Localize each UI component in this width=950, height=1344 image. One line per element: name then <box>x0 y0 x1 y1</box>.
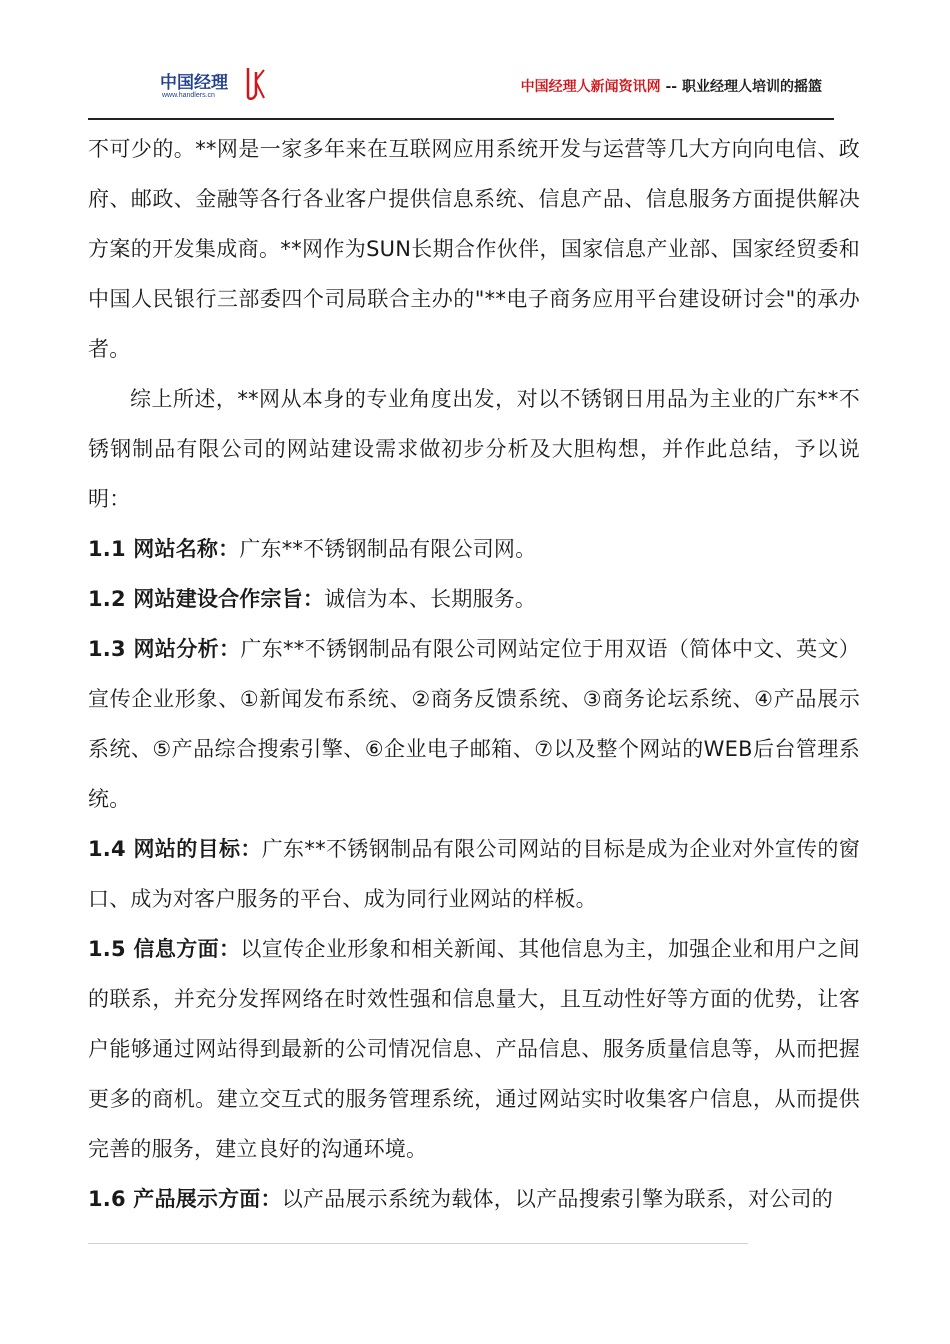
section-label: 1.2 网站建设合作宗旨： <box>88 587 325 611</box>
slogan-separator: -- <box>660 79 682 95</box>
section-1-1 <box>88 524 860 574</box>
section-text: 诚信为本、长期服务。 <box>324 587 537 611</box>
slogan-site-name: 中国经理人新闻资讯网 <box>520 79 661 95</box>
header-divider <box>88 118 834 120</box>
section-text: 广东**不锈钢制品有限公司网站的目标是成为企业对外宣传的窗口、成为对客户服务的平台、成为同行业网站的样板。 <box>88 837 860 911</box>
section-1-6 <box>88 1174 860 1224</box>
page-header <box>88 60 834 118</box>
section-text: 以宣传企业形象和相关新闻、其他信息为主，加强企业和用户之间的联系，并充分发挥网络在时效性强和信息量大，且互动性好等方面的优势，让客户能够通过网站得到最新的公司情况信息、产品信息、服务质量信息等，从而把握更多的商机。建立交互式的服务管理系统，通过网站实时收集客户信息，从而提供完善的服务，建立良好的沟通环境。 <box>88 937 860 1161</box>
paragraph-summary: 综上所述，**网从本身的专业角度出发，对以不锈钢日用品为主业的广东**不锈钢制品有限公司的网站建设需求做初步分析及大胆构想，并作此总结，予以说明： <box>88 387 860 511</box>
section-text: 广东**不锈钢制品有限公司网。 <box>239 537 537 561</box>
section-text: 广东**不锈钢制品有限公司网站定位于用双语（简体中文、英文）宣传企业形象、①新闻发布系统、②商务反馈系统、③商务论坛系统、④产品展示系统、⑤产品综合搜索引擎、⑥企业电子邮箱、⑦以及整个网站的WEB后台管理系统。 <box>88 637 861 811</box>
section-label: 1.6 产品展示方面： <box>88 1187 282 1211</box>
logo-url: www.handlers.cn <box>162 92 215 99</box>
section-label: 1.5 信息方面： <box>88 937 241 961</box>
section-1-3 <box>88 624 860 824</box>
logo-text: 中国经理 <box>160 73 228 93</box>
header-slogan <box>521 76 822 96</box>
section-label: 1.4 网站的目标： <box>88 837 262 861</box>
logo-mark-icon <box>244 66 266 100</box>
logo <box>160 66 350 102</box>
footer-divider <box>88 1243 748 1244</box>
section-1-2 <box>88 574 860 624</box>
section-label: 1.3 网站分析： <box>88 637 241 661</box>
section-1-4 <box>88 824 860 924</box>
paragraph-company-intro: 不可少的。**网是一家多年来在互联网应用系统开发与运营等几大方向向电信、政府、邮政、金融等各行各业客户提供信息系统、信息产品、信息服务方面提供解决方案的开发集成商。**网作为SUN长期合作伙伴，国家信息产业部、国家经贸委和中国人民银行三部委四个司局联合主办的"**电子商务应用平台建设研讨会"的承办者。 <box>88 137 860 361</box>
document-body <box>88 124 860 1224</box>
section-label: 1.1 网站名称： <box>88 537 240 561</box>
section-1-5 <box>88 924 860 1174</box>
section-text: 以产品展示系统为载体，以产品搜索引擎为联系，对公司的 <box>281 1187 833 1211</box>
slogan-tagline: 职业经理人培训的摇篮 <box>682 79 822 95</box>
